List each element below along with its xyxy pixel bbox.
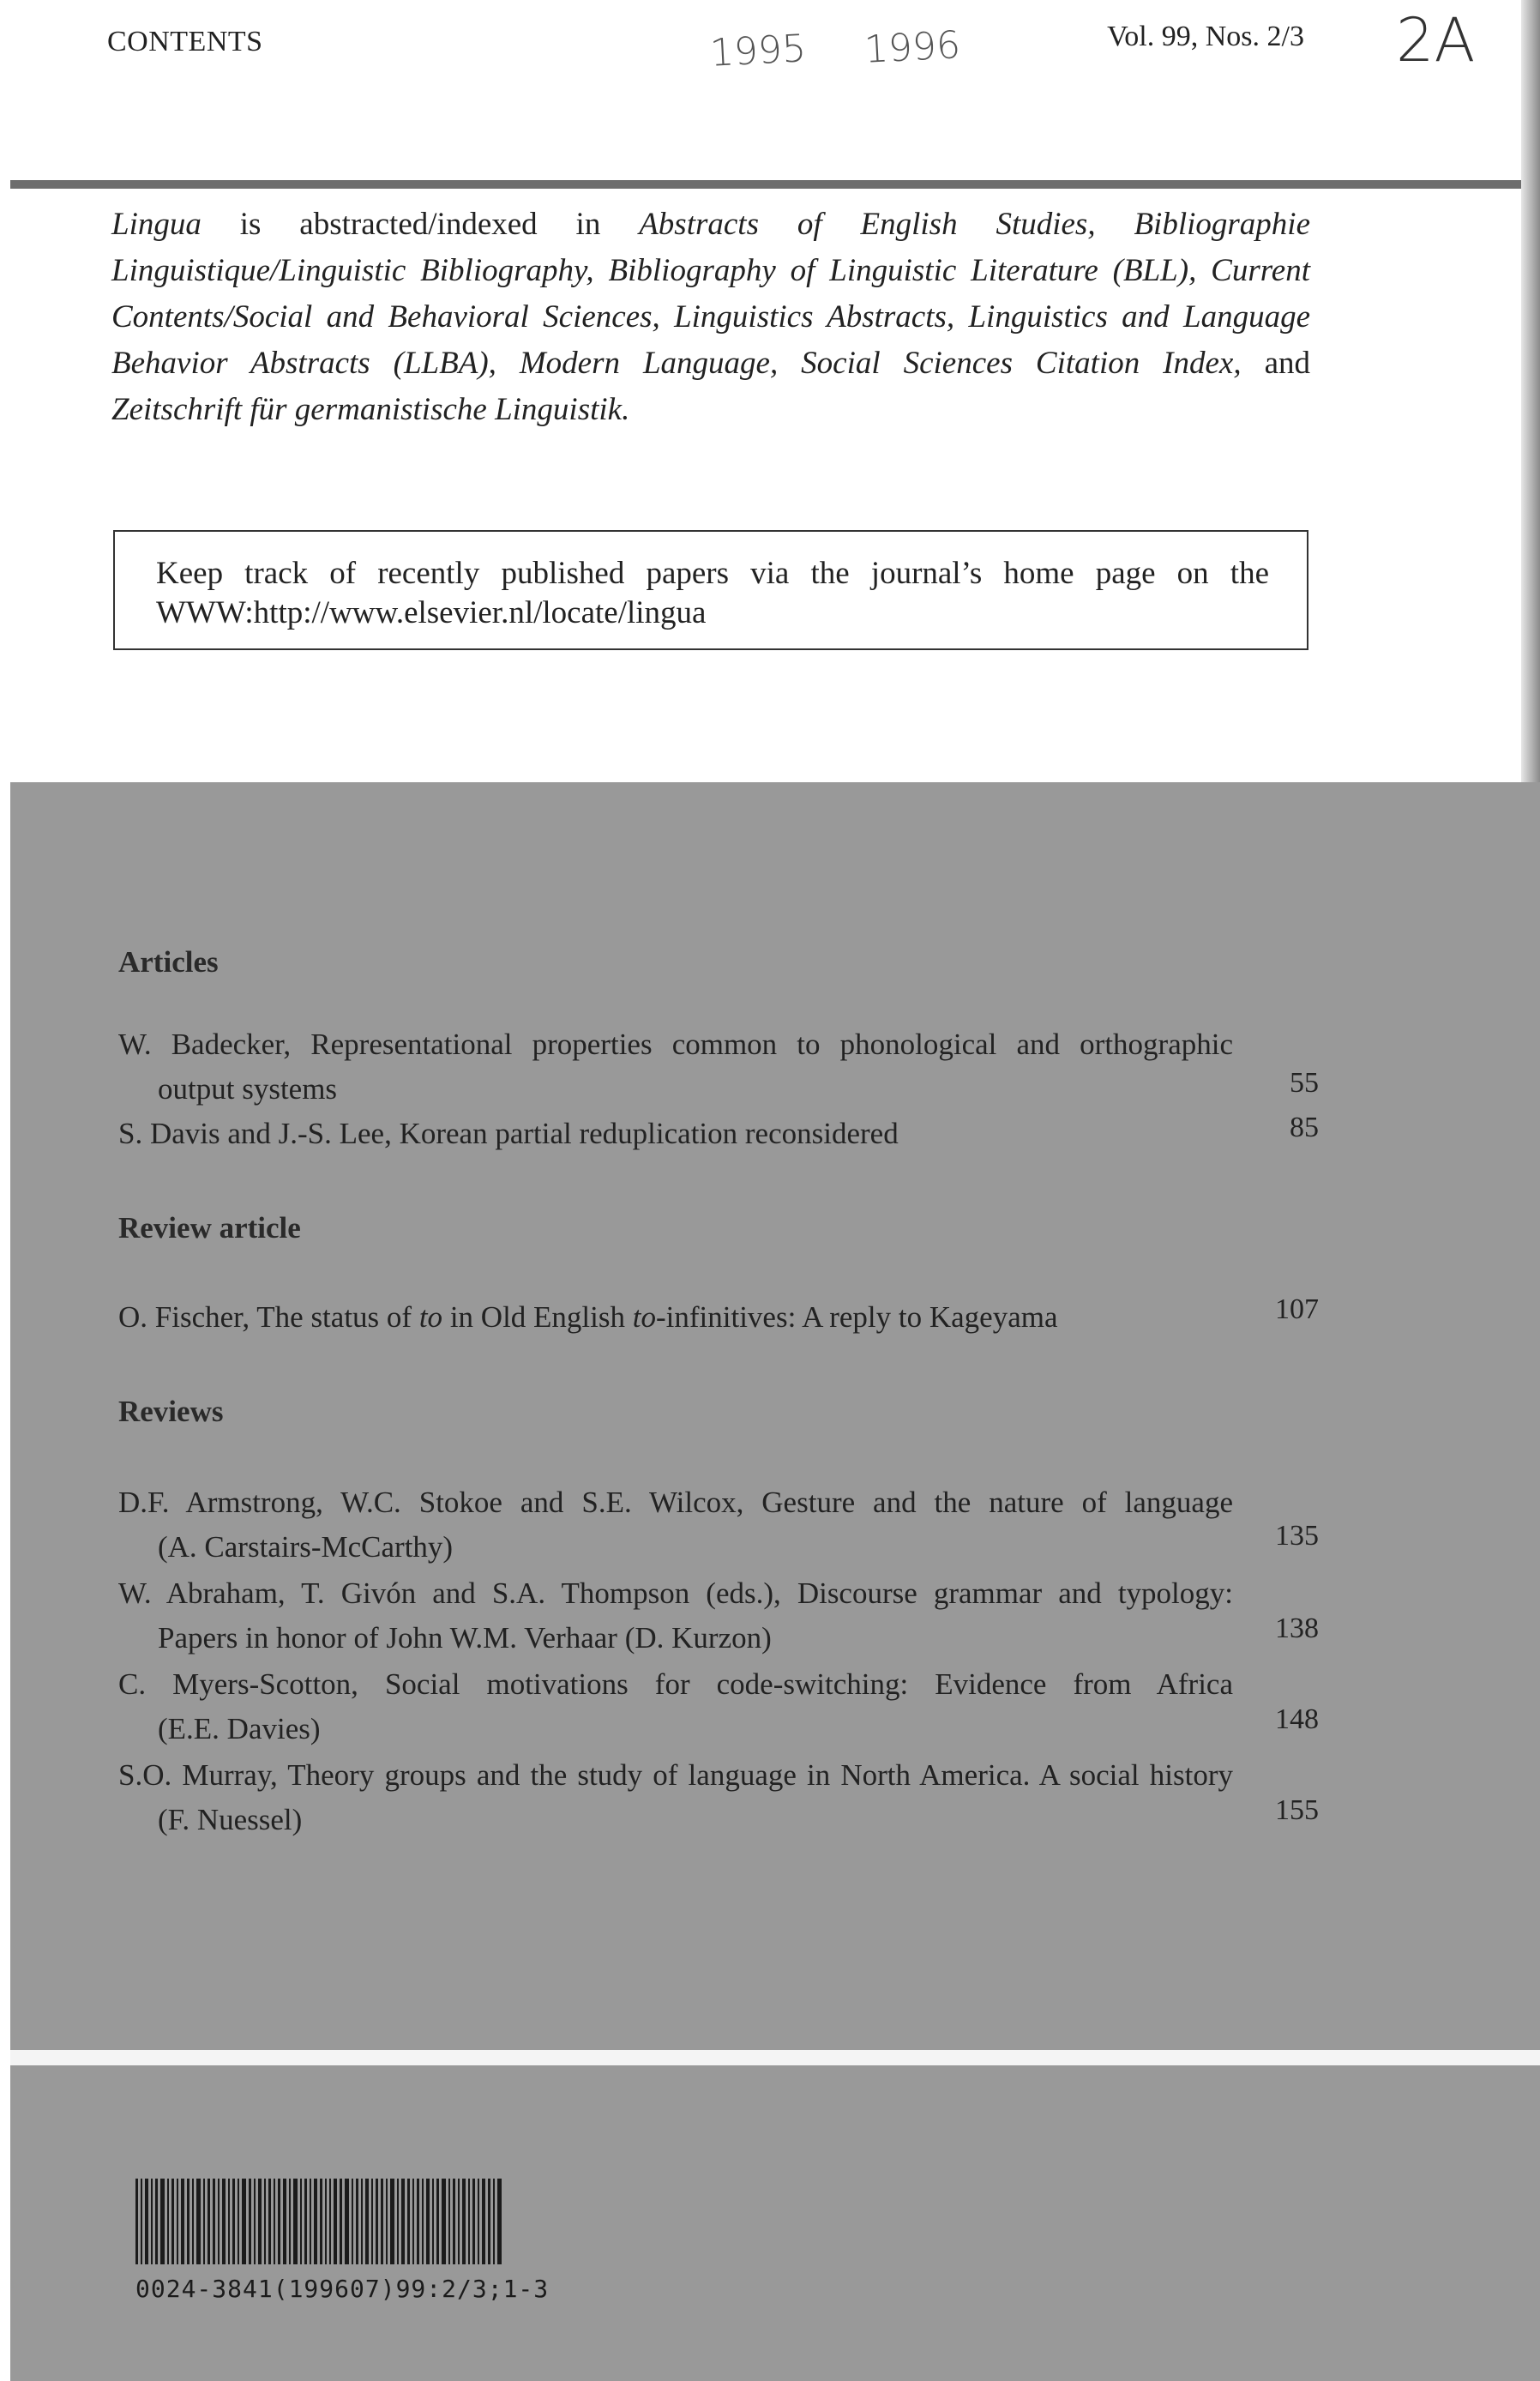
barcode-bar <box>436 2179 439 2264</box>
barcode-bar <box>160 2179 165 2264</box>
section-heading-reviews: Reviews <box>118 1395 224 1428</box>
barcode-bar <box>203 2179 205 2264</box>
barcode-bar <box>371 2179 373 2264</box>
barcode-bar <box>361 2179 363 2264</box>
indexing-list: Abstracts of English Studies, Bibliographie Linguistique/Linguistic Bibliography, Bibliography of Linguistic Literature (BLL), Current Contents/Social and Behavioral Sciences, Linguistics Abstracts, Linguistics and Language Behavior Abstracts (LLBA), Modern Language, Social Sciences Citation Index, <box>111 207 1310 381</box>
entry-text: in Old English <box>442 1300 633 1334</box>
barcode-bar <box>274 2179 275 2264</box>
barcode-bar <box>232 2179 235 2264</box>
toc-entry[interactable] <box>118 1295 1233 1340</box>
barcode-bar <box>181 2179 184 2264</box>
barcode-bar <box>141 2179 142 2264</box>
contents-label: CONTENTS <box>107 26 263 57</box>
barcode-bar <box>488 2179 490 2264</box>
page-number: 138 <box>1275 1612 1319 1644</box>
barcode-bar <box>432 2179 434 2264</box>
website-notice-text: Keep track of recently published papers via the journal’s home page on the WWW:http://www.elsevier.nl/locate/lingua <box>156 556 1269 630</box>
barcode-bar <box>258 2179 262 2264</box>
barcode-bar <box>177 2179 178 2264</box>
barcode-bar <box>482 2179 485 2264</box>
section-heading-review-article: Review article <box>118 1211 301 1245</box>
barcode-bar <box>356 2179 358 2264</box>
entry-line: W. Abraham, T. Givón and S.A. Thompson (eds.), Discourse grammar and typology: <box>118 1576 1233 1610</box>
barcode-bar <box>407 2179 410 2264</box>
barcode-bar <box>222 2179 226 2264</box>
barcode-bar <box>278 2179 280 2264</box>
barcode-bar <box>397 2179 399 2264</box>
barcode-bar <box>171 2179 174 2264</box>
barcode-bar <box>352 2179 353 2264</box>
barcode-bar <box>228 2179 230 2264</box>
entry-line: S. Davis and J.-S. Lee, Korean partial reduplication reconsidered <box>118 1117 899 1150</box>
barcode-bar <box>453 2179 455 2264</box>
barcode-bar <box>304 2179 307 2264</box>
barcode-bar <box>417 2179 419 2264</box>
journal-name: Lingua <box>111 207 202 242</box>
barcode-bar <box>401 2179 405 2264</box>
barcode-bar <box>493 2179 495 2264</box>
barcode-bar <box>472 2179 475 2264</box>
indexing-text: is abstracted/indexed in <box>201 207 640 242</box>
barcode-bar <box>145 2179 148 2264</box>
page-number: 55 <box>1290 1067 1319 1099</box>
entry-line: W. Badecker, Representational properties common to phonological and orthographic <box>118 1028 1233 1061</box>
toc-entry[interactable] <box>118 1662 1233 1751</box>
barcode-bar <box>268 2179 271 2264</box>
barcode-bar <box>155 2179 158 2264</box>
barcode-bar <box>422 2179 424 2264</box>
barcode-number: 0024-3841(199607)99:2/3;1-3 <box>135 2275 550 2303</box>
barcode-bar <box>478 2179 479 2264</box>
indexing-statement <box>111 202 1310 433</box>
indexing-list-end: Zeitschrift für germanistische Linguistik. <box>111 392 630 427</box>
barcode-bar <box>242 2179 246 2264</box>
barcode-bar <box>151 2179 153 2264</box>
barcode-bar <box>497 2179 502 2264</box>
toc-entry[interactable] <box>118 1022 1233 1112</box>
toc-entry[interactable] <box>118 1571 1233 1661</box>
barcode-bar <box>283 2179 286 2264</box>
entry-line: Papers in honor of John W.M. Verhaar (D. Kurzon) <box>158 1621 772 1655</box>
barcode <box>135 2179 600 2264</box>
barcode-bar <box>386 2179 388 2264</box>
barcode-bar <box>458 2179 460 2264</box>
barcode-bar <box>345 2179 349 2264</box>
barcode-bar <box>468 2179 470 2264</box>
barcode-bar <box>238 2179 239 2264</box>
entry-line: (E.E. Davies) <box>158 1712 321 1745</box>
toc-entry[interactable] <box>118 1753 1233 1842</box>
barcode-bar <box>381 2179 383 2264</box>
barcode-bar <box>412 2179 414 2264</box>
entry-text: -infinitives: A reply to Kageyama <box>655 1300 1058 1334</box>
entry-italic: to <box>632 1300 656 1334</box>
barcode-bar <box>208 2179 210 2264</box>
barcode-bar <box>135 2179 138 2264</box>
entry-line: C. Myers-Scotton, Social motivations for code-switching: Evidence from Africa <box>118 1667 1233 1701</box>
website-notice-box <box>113 530 1308 650</box>
top-divider <box>10 180 1540 189</box>
handwritten-note-1: 1995 <box>708 27 808 75</box>
contents-panel <box>10 782 1540 2050</box>
barcode-bar <box>249 2179 251 2264</box>
barcode-bar <box>390 2179 394 2264</box>
barcode-bar <box>448 2179 450 2264</box>
barcode-bar <box>289 2179 291 2264</box>
indexing-conjunction: and <box>1241 346 1310 381</box>
entry-line: (F. Nuessel) <box>158 1803 303 1836</box>
barcode-bar <box>334 2179 337 2264</box>
barcode-bar <box>300 2179 302 2264</box>
barcode-bar <box>320 2179 322 2264</box>
barcode-bar <box>213 2179 215 2264</box>
handwritten-note-3: 2A <box>1396 5 1476 75</box>
barcode-bar <box>376 2179 378 2264</box>
volume-label: Vol. 99, Nos. 2/3 <box>1107 21 1304 52</box>
toc-entry[interactable] <box>118 1480 1233 1570</box>
barcode-bar <box>254 2179 256 2264</box>
entry-line <box>118 1295 1233 1340</box>
entry-line: D.F. Armstrong, W.C. Stokoe and S.E. Wilcox, Gesture and the nature of language <box>118 1486 1233 1519</box>
handwritten-note-2: 1996 <box>863 23 962 72</box>
page-number: 135 <box>1275 1520 1319 1552</box>
barcode-bar <box>325 2179 327 2264</box>
barcode-bar <box>187 2179 189 2264</box>
page-number: 155 <box>1275 1794 1319 1826</box>
page-number: 85 <box>1290 1112 1319 1143</box>
toc-entry[interactable] <box>118 1112 1233 1156</box>
entry-italic: to <box>418 1300 443 1334</box>
barcode-bar <box>218 2179 220 2264</box>
barcode-bar <box>196 2179 201 2264</box>
barcode-bar <box>426 2179 430 2264</box>
barcode-bar <box>264 2179 266 2264</box>
barcode-bar <box>340 2179 342 2264</box>
barcode-bar <box>192 2179 194 2264</box>
entry-line: (A. Carstairs-McCarthy) <box>158 1530 454 1564</box>
panel-divider <box>10 2050 1540 2065</box>
page-number: 107 <box>1275 1293 1319 1325</box>
barcode-bar <box>167 2179 169 2264</box>
barcode-bar <box>293 2179 298 2264</box>
section-heading-articles: Articles <box>118 945 219 979</box>
entry-text: O. Fischer, The status of <box>118 1300 419 1334</box>
entry-line: output systems <box>158 1072 338 1106</box>
entry-line: S.O. Murray, Theory groups and the study of language in North America. A social history <box>118 1758 1233 1792</box>
barcode-bar <box>329 2179 331 2264</box>
barcode-bar <box>442 2179 446 2264</box>
page-number: 148 <box>1275 1703 1319 1735</box>
barcode-bar <box>462 2179 466 2264</box>
barcode-bar <box>310 2179 311 2264</box>
barcode-bar <box>365 2179 369 2264</box>
barcode-bar <box>314 2179 317 2264</box>
